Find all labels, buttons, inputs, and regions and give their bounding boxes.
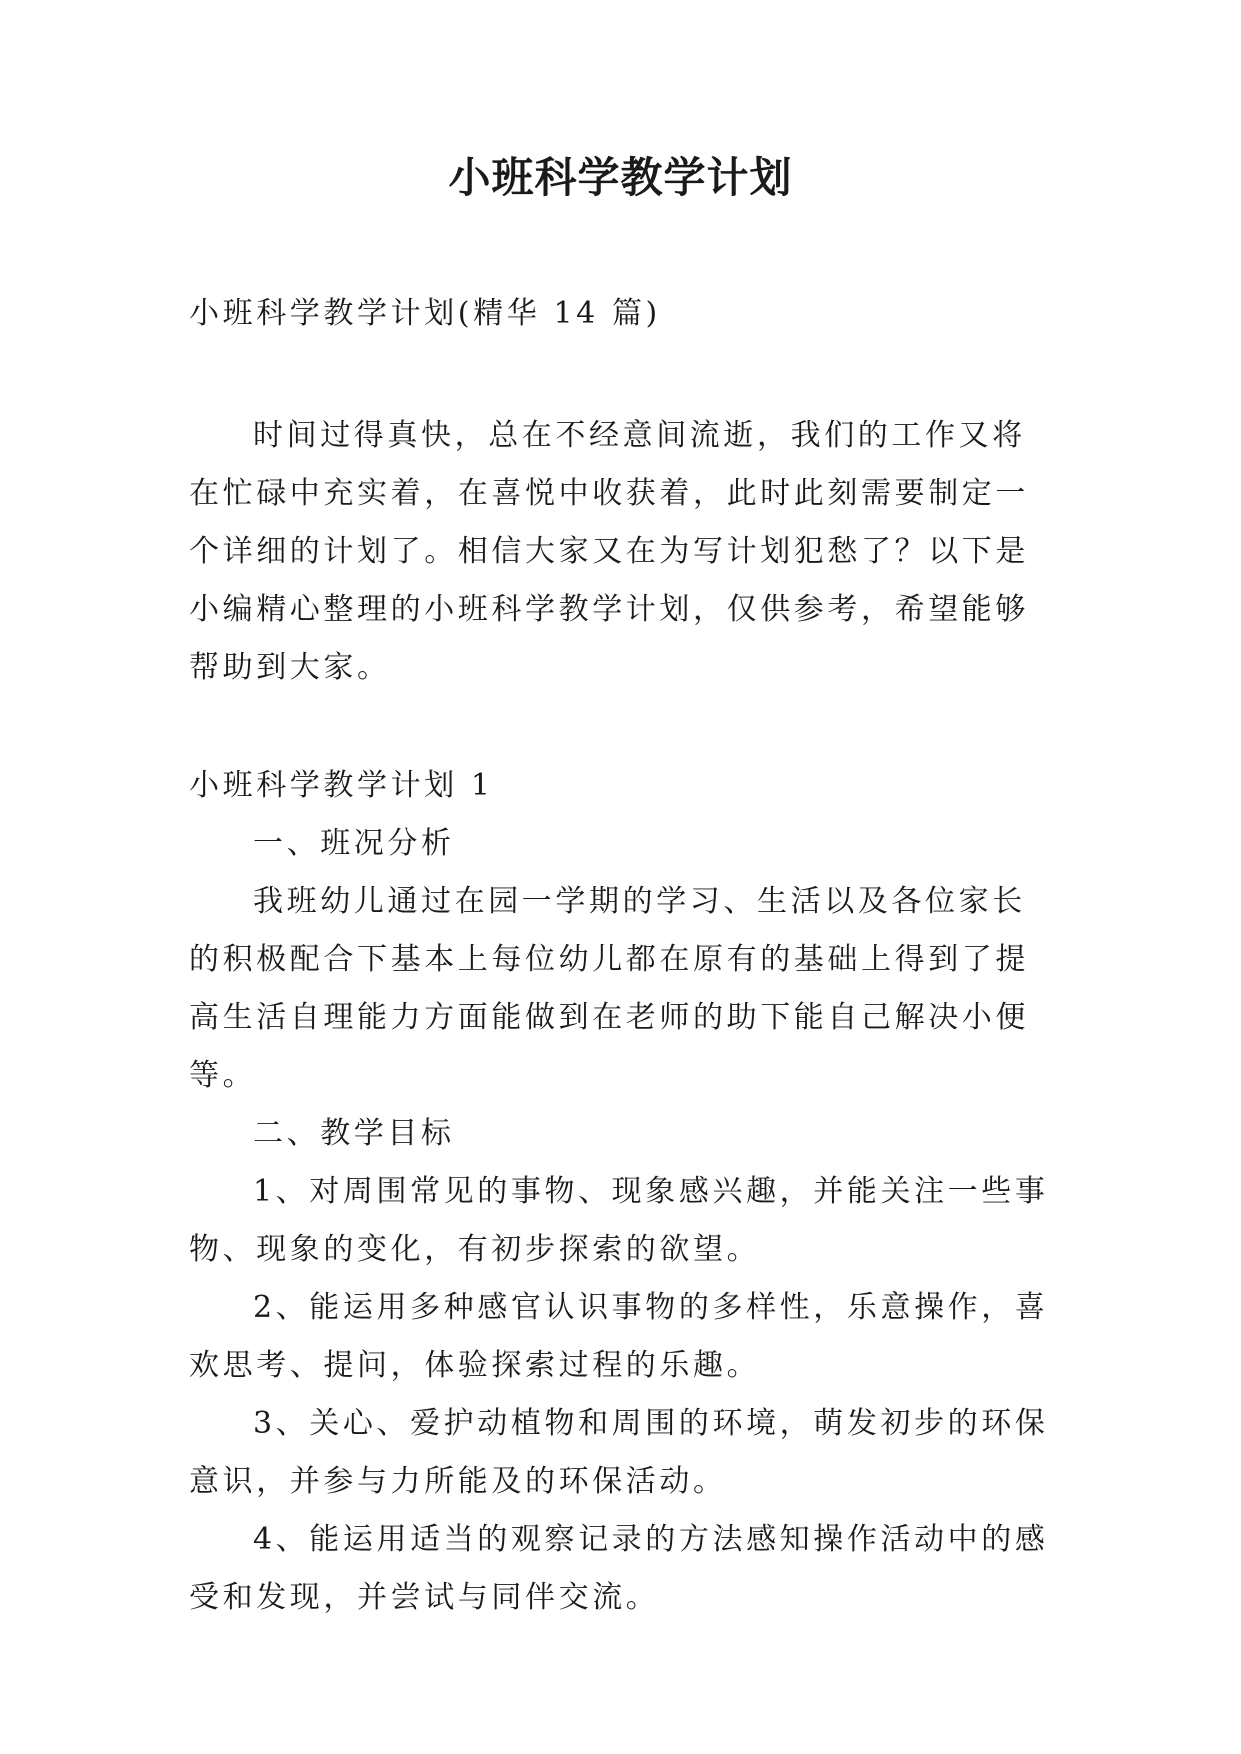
teaching-goals-heading: 二、教学目标 bbox=[253, 1116, 455, 1151]
section-heading: 小班科学教学计划 1 bbox=[189, 768, 494, 803]
goal-item: 2、能运用多种感官认识事物的多样性，乐意操作，喜欢思考、提问，体验探索过程的乐趣。 bbox=[189, 1290, 1049, 1383]
class-analysis-heading: 一、班况分析 bbox=[253, 826, 455, 861]
intro-paragraph: 时间过得真快，总在不经意间流逝，我们的工作又将在忙碌中充实着，在喜悦中收获着，此时此刻需要制定一个详细的计划了。相信大家又在为写计划犯愁了？以下是小编精心整理的小班科学教学计划，仅供参考，希望能够帮助到大家。 bbox=[189, 418, 1029, 685]
document-subtitle: 小班科学教学计划(精华 14 篇) bbox=[189, 296, 661, 331]
document-title: 小班科学教学计划 bbox=[448, 153, 793, 202]
class-analysis-paragraph: 我班幼儿通过在园一学期的学习、生活以及各位家长的积极配合下基本上每位幼儿都在原有的基础上得到了提高生活自理能力方面能做到在老师的助下能自己解决小便等。 bbox=[189, 884, 1029, 1093]
document-body bbox=[189, 285, 1051, 1627]
goal-item: 4、能运用适当的观察记录的方法感知操作活动中的感受和发现，并尝试与同伴交流。 bbox=[189, 1522, 1049, 1615]
goal-item: 1、对周围常见的事物、现象感兴趣，并能关注一些事物、现象的变化，有初步探索的欲望。 bbox=[189, 1174, 1049, 1267]
goal-item: 3、关心、爱护动植物和周围的环境，萌发初步的环保意识，并参与力所能及的环保活动。 bbox=[189, 1406, 1049, 1499]
